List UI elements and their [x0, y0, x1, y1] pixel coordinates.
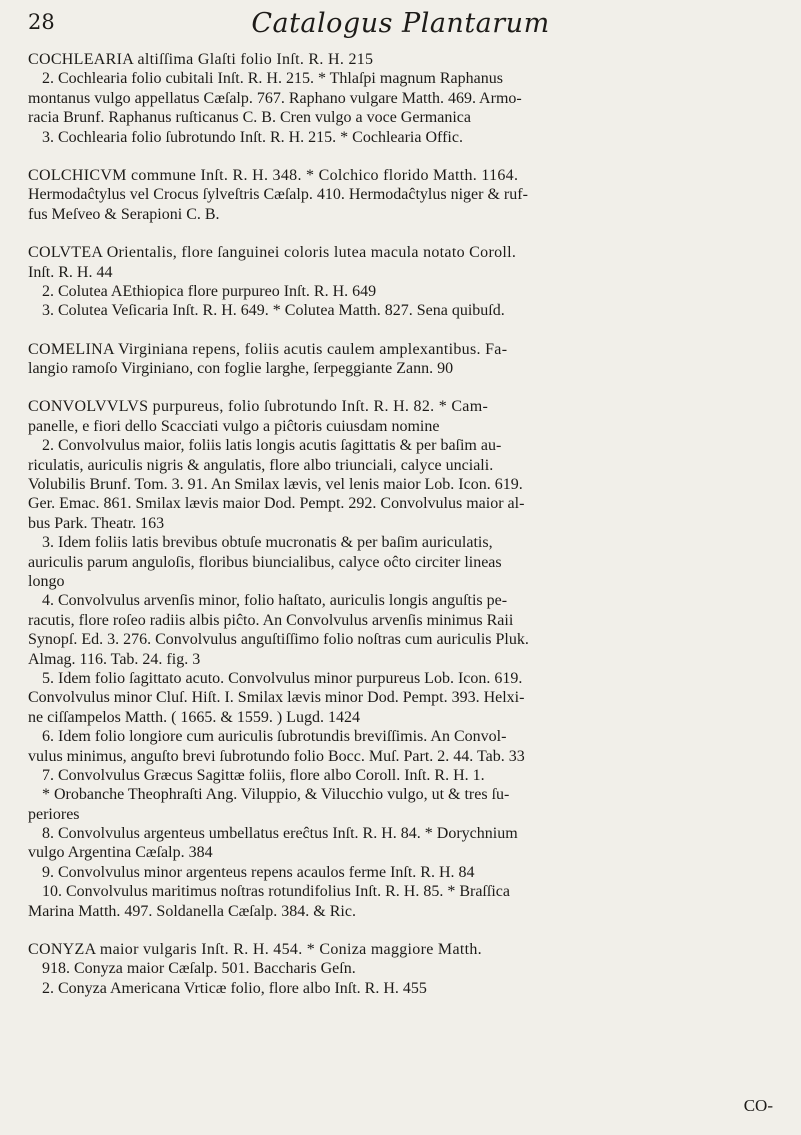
- text-line: fus Meſveo & Serapioni C. B.: [28, 205, 220, 223]
- text-line: 10. Convolvulus maritimus noſtras rotundifolius Inſt. R. H. 85. * Braſſica: [42, 883, 510, 901]
- text-line: Marina Matth. 497. Soldanella Cæſalp. 384. & Ric.: [28, 902, 356, 920]
- text-line: COLCHICVM commune Inſt. R. H. 348. * Colchico florido Matth. 1164.: [28, 166, 519, 184]
- text-line: 3. Idem foliis latis brevibus obtuſe mucronatis & per baſim auriculatis,: [42, 534, 493, 552]
- text-line: Volubilis Brunf. Tom. 3. 91. An Smilax lævis, vel lenis maior Lob. Icon. 619.: [28, 476, 523, 494]
- text-line: CONYZA maior vulgaris Inſt. R. H. 454. * Coniza maggiore Matth.: [28, 941, 482, 959]
- text-line: 9. Convolvulus minor argenteus repens acaulos ferme Inſt. R. H. 84: [42, 863, 475, 881]
- text-line: COLVTEA Orientalis, flore ſanguinei coloris lutea macula notato Coroll.: [28, 244, 517, 262]
- text-line: racia Brunf. Raphanus ruſticanus C. B. Cren vulgo a voce Germanica: [28, 109, 471, 127]
- entry-colutea: [28, 243, 776, 321]
- text-line: langio ramoſo Virginiano, con foglie larghe, ſerpeggiante Zann. 90: [28, 360, 454, 378]
- text-line: longo: [28, 572, 65, 590]
- text-line: 2. Conyza Americana Vrticæ folio, flore albo Inſt. R. H. 455: [42, 979, 427, 997]
- text-line: COMELINA Virginiana repens, foliis acutis caulem amplexantibus. Fa-: [28, 340, 508, 358]
- entry-colchicum: [28, 166, 776, 224]
- text-line: Ger. Emac. 861. Smilax lævis maior Dod. Pempt. 292. Convolvulus maior al-: [28, 495, 525, 513]
- catchword: CO-: [743, 1096, 773, 1115]
- text-line: 5. Idem folio ſagittato acuto. Convolvulus minor purpureus Lob. Icon. 619.: [42, 669, 523, 687]
- text-line: 7. Convolvulus Græcus Sagittæ foliis, flore albo Coroll. Inſt. R. H. 1.: [42, 766, 485, 784]
- text-line: riculatis, auriculis nigris & angulatis, flore albo triunciali, calyce unciali.: [28, 456, 494, 474]
- text-line: bus Park. Theatr. 163: [28, 514, 165, 532]
- text-line: vulgo Argentina Cæſalp. 384: [28, 844, 213, 862]
- text-line: Synopſ. Ed. 3. 276. Convolvulus anguſtiſſimo folio noſtras cum auriculis Pluk.: [28, 631, 529, 649]
- text-line: panelle, e fiori dello Scacciati vulgo a piĉtoris cuiusdam nomine: [28, 417, 440, 435]
- text-line: 918. Conyza maior Cæſalp. 501. Baccharis Geſn.: [42, 960, 356, 978]
- text-line: COCHLEARIA altiſſima Glaſti folio Inſt. R. H. 215: [28, 51, 374, 68]
- text-line: 2. Convolvulus maior, foliis latis longis acutis ſagittatis & per baſim au-: [42, 437, 502, 455]
- text-line: * Orobanche Theophraſti Ang. Viluppio, & Vilucchio vulgo, ut & tres ſu-: [42, 786, 510, 804]
- text-line: 2. Cochlearia folio cubitali Inſt. R. H. 215. * Thlaſpi magnum Raphanus: [42, 70, 503, 88]
- entry-convolvulus: [28, 397, 776, 921]
- text-line: Inſt. R. H. 44: [28, 263, 113, 281]
- text-line: ne ciſſampelos Matth. ( 1665. & 1559. ) Lugd. 1424: [28, 708, 360, 726]
- text-line: Convolvulus minor Cluſ. Hiſt. I. Smilax lævis minor Dod. Pempt. 393. Helxi-: [28, 689, 525, 707]
- text-line: 4. Convolvulus arvenſis minor, folio haſtato, auriculis longis anguſtis pe-: [42, 592, 508, 610]
- text-line: CONVOLVVLVS purpureus, folio ſubrotundo Inſt. R. H. 82. * Cam-: [28, 398, 489, 416]
- text-line: 8. Convolvulus argenteus umbellatus ereĉtus Inſt. R. H. 84. * Dorychnium: [42, 825, 518, 843]
- text-line: 3. Cochlearia folio ſubrotundo Inſt. R. H. 215. * Cochlearia Offic.: [42, 128, 463, 146]
- text-line: 6. Idem folio longiore cum auriculis ſubrotundis breviſſimis. An Convol-: [42, 728, 507, 746]
- text-line: vulus minimus, anguſto brevi ſubrotundo folio Bocc. Muſ. Part. 2. 44. Tab. 33: [28, 747, 525, 765]
- entry-cochlearia: [28, 50, 776, 147]
- catalogue-text: [28, 50, 776, 1017]
- text-line: 3. Colutea Veſicaria Inſt. R. H. 649. * Colutea Matth. 827. Sena quibuſd.: [42, 302, 505, 320]
- text-line: Hermodaĉtylus vel Crocus ſylveſtris Cæſalp. 410. Hermodaĉtylus niger & ruf-: [28, 186, 528, 204]
- text-line: montanus vulgo appellatus Cæſalp. 767. Raphano vulgare Matth. 469. Armo-: [28, 89, 522, 107]
- entry-commelina: [28, 340, 776, 379]
- running-head: Catalogus Plantarum: [251, 8, 550, 39]
- page-header: [0, 10, 801, 46]
- text-line: periores: [28, 805, 80, 823]
- text-line: 2. Colutea AEthiopica flore purpureo Inſt. R. H. 649: [42, 282, 377, 300]
- page-number: 28: [28, 10, 55, 34]
- text-line: Almag. 116. Tab. 24. fig. 3: [28, 650, 201, 668]
- text-line: auriculis parum anguloſis, floribus biuncialibus, calyce oĉto circiter lineas: [28, 553, 502, 571]
- text-line: racutis, flore roſeo radiis albis piĉto. An Convolvulus arvenſis minimus Raii: [28, 611, 514, 629]
- entry-conyza: [28, 940, 776, 998]
